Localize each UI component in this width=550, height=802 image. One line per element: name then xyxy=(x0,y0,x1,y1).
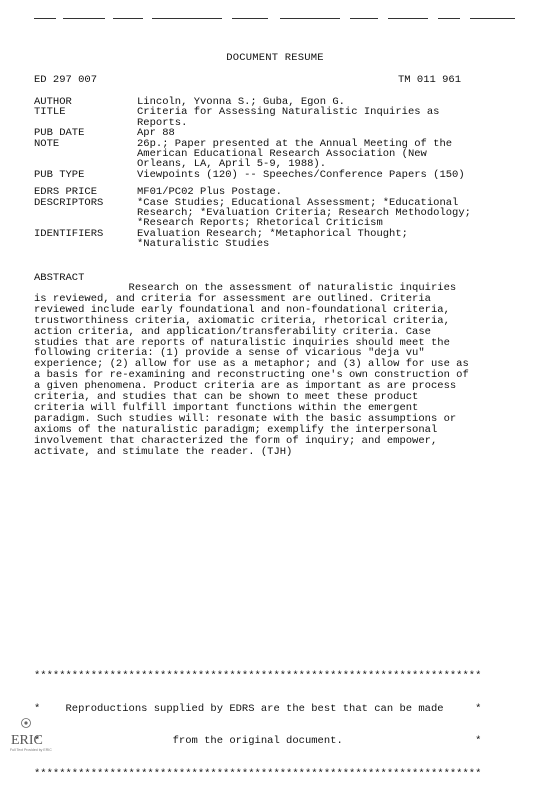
reproduction-banner xyxy=(34,649,524,802)
field-title xyxy=(34,107,534,128)
field-label: PUB DATE xyxy=(34,127,85,140)
field-label: IDENTIFIERS xyxy=(34,227,104,240)
field-label: PUB TYPE xyxy=(34,168,85,181)
eric-logo-icon xyxy=(8,716,52,756)
field-label: DESCRIPTORS xyxy=(34,196,104,209)
scan-rule xyxy=(350,18,378,19)
scan-rule xyxy=(63,18,105,19)
scan-rule xyxy=(34,18,56,19)
document-title: DOCUMENT RESUME xyxy=(226,52,324,64)
banner-star-border: *********************************************************************** xyxy=(34,767,482,780)
scan-rule xyxy=(438,18,460,19)
scan-rule xyxy=(232,18,268,19)
field-label: TITLE xyxy=(34,106,66,119)
clearinghouse-number: TM 011 961 xyxy=(398,74,462,86)
scan-rule xyxy=(280,18,340,19)
banner-star-border: *********************************************************************** xyxy=(34,669,482,682)
banner-line: * Reproductions supplied by EDRS are the best that can be made * xyxy=(34,702,482,715)
field-pub-type xyxy=(34,170,534,180)
field-descriptors xyxy=(34,198,534,229)
scan-rule xyxy=(152,18,222,19)
scan-rule xyxy=(113,18,143,19)
field-note xyxy=(34,139,534,170)
field-label: AUTHOR xyxy=(34,96,72,108)
field-label: EDRS PRICE xyxy=(34,186,98,199)
scan-rule xyxy=(470,18,515,19)
field-value: Criteria for Assessing Naturalistic Inquiries as Reports. xyxy=(137,106,440,129)
document-number: ED 297 007 xyxy=(34,74,98,86)
field-value: Lincoln, Yvonna S.; Guba, Egon G. xyxy=(137,96,345,108)
logo-subtext: Full Text Provided by ERIC xyxy=(10,748,52,752)
field-label: NOTE xyxy=(34,137,60,150)
metadata-fields xyxy=(34,97,534,250)
field-value: MF01/PC02 Plus Postage. xyxy=(137,186,282,199)
field-value: Evaluation Research; *Metaphorical Thought; *Naturalistic Studies xyxy=(137,227,408,251)
field-value: Viewpoints (120) -- Speeches/Conference Papers (150) xyxy=(137,168,465,181)
logo-text: ERIC xyxy=(11,733,43,748)
scan-rule xyxy=(388,18,428,19)
field-value: *Case Studies; Educational Assessment; *Educational Research; *Evaluation Criteria; Research Methodology; *Research Reports; Rhetorical Criticism xyxy=(137,196,471,230)
field-identifiers xyxy=(34,229,534,250)
abstract-text: Research on the assessment of naturalistic inquiries is reviewed, and criteria for assessment are outlined. Criteria reviewed include early foundational and non-foundational criteria, trustworthiness criteria, axiomatic criteria, rhetorical criteria, action criteria, and application/transferability criteria. Case studies that are reports of naturalistic inquiries should meet the following criteria: (1) provide a sense of vicarious "deja vu" experience; (2) allow for use as a metaphor; and (3) allow for use as a basis for re-examining and reconstructing one's own construction of a given phenomena. Product criteria are as important as are process criteria, and studies that can be shown to meet these product criteria will fulfill important functions within the emergent paradigm. Such studies will: resonate with the basic assumptions or axioms of the naturalistic paradigm; exemplify the interpersonal involvement that characterized the form of inquiry; and empower, activate, and stimulate the reader. (TJH) xyxy=(34,282,469,458)
banner-line: * from the original document. * xyxy=(34,735,482,748)
field-value: Apr 88 xyxy=(137,127,175,140)
field-value: 26p.; Paper presented at the Annual Meeting of the American Educational Research Association (New Orleans, LA, April 5-9, 1988). xyxy=(137,137,453,171)
abstract-heading: ABSTRACT xyxy=(34,272,85,284)
